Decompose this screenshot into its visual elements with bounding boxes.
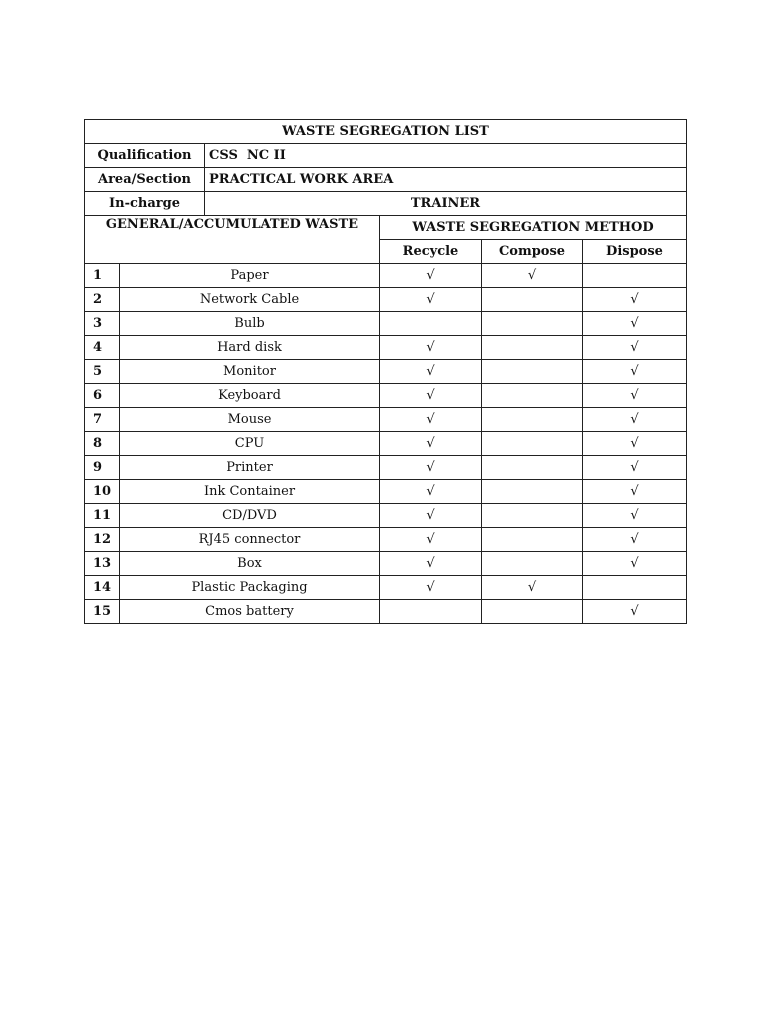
table-title: WASTE SEGREGATION LIST: [85, 120, 687, 144]
compose-check-cell: [482, 288, 583, 312]
table-row: [85, 264, 687, 288]
row-number: 14: [85, 576, 120, 600]
recycle-check-cell: √: [380, 360, 482, 384]
table-row: [85, 384, 687, 408]
compose-check-cell: [482, 336, 583, 360]
column-header-recycle: Recycle: [380, 240, 482, 264]
compose-check-cell: [482, 312, 583, 336]
method-header: WASTE SEGREGATION METHOD: [380, 216, 687, 240]
dispose-check-cell: √: [583, 360, 687, 384]
table-row: [85, 432, 687, 456]
row-number: 3: [85, 312, 120, 336]
compose-check-cell: [482, 456, 583, 480]
row-number: 6: [85, 384, 120, 408]
table-row: [85, 360, 687, 384]
area-section-label: Area/Section: [85, 168, 205, 192]
dispose-check-cell: √: [583, 384, 687, 408]
waste-item-name: Plastic Packaging: [120, 576, 380, 600]
row-number: 1: [85, 264, 120, 288]
in-charge-label: In-charge: [85, 192, 205, 216]
dispose-check-cell: √: [583, 312, 687, 336]
waste-item-name: Keyboard: [120, 384, 380, 408]
dispose-check-cell: √: [583, 480, 687, 504]
waste-item-name: Bulb: [120, 312, 380, 336]
method-header-row: [85, 216, 687, 240]
compose-check-cell: √: [482, 576, 583, 600]
recycle-check-cell: √: [380, 408, 482, 432]
recycle-check-cell: [380, 312, 482, 336]
waste-item-name: Cmos battery: [120, 600, 380, 624]
table-row: [85, 312, 687, 336]
table-row: [85, 288, 687, 312]
area-section-value: PRACTICAL WORK AREA: [205, 168, 687, 192]
table-row: [85, 336, 687, 360]
waste-item-name: Hard disk: [120, 336, 380, 360]
qualification-row: [85, 144, 687, 168]
general-waste-header: GENERAL/ACCUMULATED WASTE: [85, 216, 380, 264]
compose-check-cell: [482, 432, 583, 456]
compose-check-cell: √: [482, 264, 583, 288]
row-number: 8: [85, 432, 120, 456]
recycle-check-cell: √: [380, 264, 482, 288]
row-number: 10: [85, 480, 120, 504]
recycle-check-cell: √: [380, 504, 482, 528]
recycle-check-cell: √: [380, 528, 482, 552]
dispose-check-cell: [583, 264, 687, 288]
recycle-check-cell: √: [380, 480, 482, 504]
dispose-check-cell: √: [583, 336, 687, 360]
recycle-check-cell: √: [380, 288, 482, 312]
table-row: [85, 480, 687, 504]
row-number: 12: [85, 528, 120, 552]
dispose-check-cell: √: [583, 528, 687, 552]
column-header-dispose: Dispose: [583, 240, 687, 264]
waste-item-name: Printer: [120, 456, 380, 480]
dispose-check-cell: √: [583, 552, 687, 576]
waste-item-name: Mouse: [120, 408, 380, 432]
title-row: [85, 120, 687, 144]
recycle-check-cell: [380, 600, 482, 624]
waste-item-name: Monitor: [120, 360, 380, 384]
waste-item-name: Ink Container: [120, 480, 380, 504]
compose-check-cell: [482, 480, 583, 504]
dispose-check-cell: √: [583, 456, 687, 480]
waste-item-name: Network Cable: [120, 288, 380, 312]
compose-check-cell: [482, 504, 583, 528]
in-charge-row: [85, 192, 687, 216]
in-charge-value: TRAINER: [205, 192, 687, 216]
column-header-compose: Compose: [482, 240, 583, 264]
recycle-check-cell: √: [380, 552, 482, 576]
row-number: 4: [85, 336, 120, 360]
waste-item-name: CD/DVD: [120, 504, 380, 528]
table-row: [85, 600, 687, 624]
compose-check-cell: [482, 528, 583, 552]
table-row: [85, 504, 687, 528]
row-number: 5: [85, 360, 120, 384]
waste-segregation-table: [84, 119, 687, 624]
dispose-check-cell: [583, 576, 687, 600]
compose-check-cell: [482, 600, 583, 624]
recycle-check-cell: √: [380, 456, 482, 480]
area-section-row: [85, 168, 687, 192]
dispose-check-cell: √: [583, 288, 687, 312]
row-number: 7: [85, 408, 120, 432]
dispose-check-cell: √: [583, 432, 687, 456]
compose-check-cell: [482, 408, 583, 432]
recycle-check-cell: √: [380, 432, 482, 456]
recycle-check-cell: √: [380, 336, 482, 360]
compose-check-cell: [482, 384, 583, 408]
row-number: 2: [85, 288, 120, 312]
table-row: [85, 528, 687, 552]
table-row: [85, 456, 687, 480]
qualification-value: CSS NC II: [205, 144, 687, 168]
qualification-label: Qualification: [85, 144, 205, 168]
waste-item-name: CPU: [120, 432, 380, 456]
row-number: 9: [85, 456, 120, 480]
dispose-check-cell: √: [583, 408, 687, 432]
recycle-check-cell: √: [380, 576, 482, 600]
row-number: 11: [85, 504, 120, 528]
table-row: [85, 576, 687, 600]
recycle-check-cell: √: [380, 384, 482, 408]
dispose-check-cell: √: [583, 504, 687, 528]
dispose-check-cell: √: [583, 600, 687, 624]
waste-item-name: RJ45 connector: [120, 528, 380, 552]
row-number: 15: [85, 600, 120, 624]
waste-item-name: Paper: [120, 264, 380, 288]
compose-check-cell: [482, 552, 583, 576]
compose-check-cell: [482, 360, 583, 384]
waste-item-name: Box: [120, 552, 380, 576]
row-number: 13: [85, 552, 120, 576]
table-row: [85, 408, 687, 432]
table-row: [85, 552, 687, 576]
